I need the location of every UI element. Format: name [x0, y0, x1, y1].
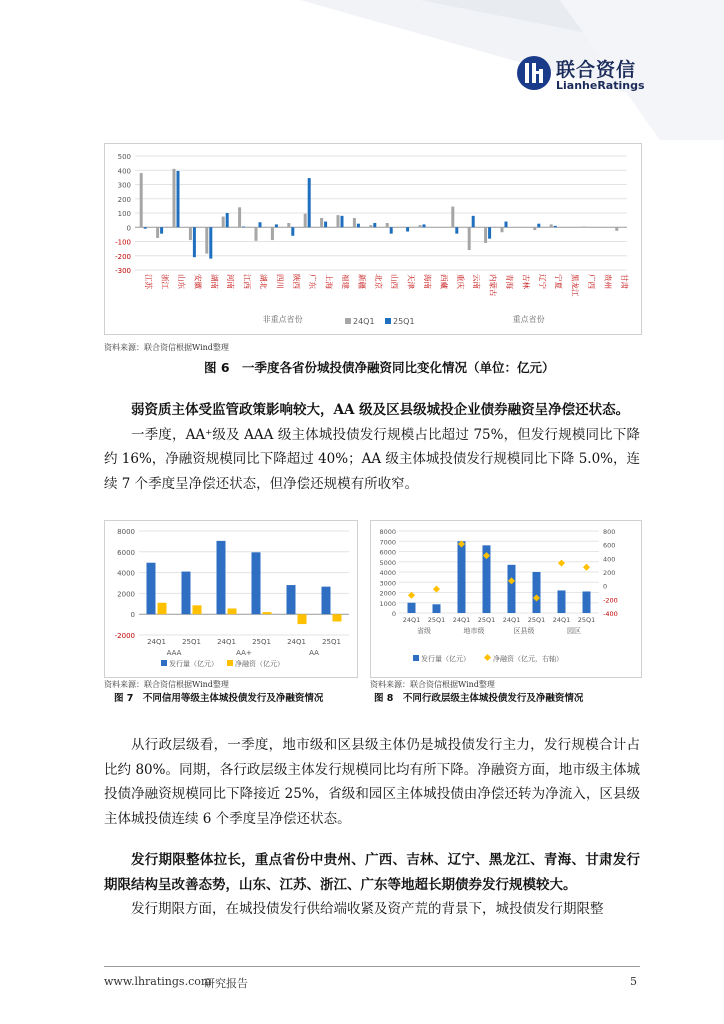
section1-heading: 弱资质主体受监管政策影响较大，AA 级及区县级城投企业债券融资呈净偿还状态。 — [131, 402, 630, 418]
figure7-caption: 图 7 不同信用等级主体城投债发行及净融资情况 — [114, 693, 324, 704]
footer-url[interactable] — [104, 975, 211, 988]
bar-24Q1 — [304, 214, 307, 228]
bar-净融资（亿元） — [158, 603, 167, 614]
y-tick-label: -300 — [115, 267, 131, 275]
y-tick-label-right: 800 — [603, 528, 616, 536]
bar-发行量（亿元） — [287, 585, 296, 614]
figure8-caption: 图 8 不同行政层级主体城投债发行及净融资情况 — [374, 693, 584, 704]
x-tick-label: 江苏 — [144, 274, 154, 289]
bar-25Q1 — [537, 224, 540, 228]
bar-25Q1 — [390, 227, 393, 233]
bar-24Q1 — [189, 227, 192, 240]
bar-24Q1 — [140, 173, 143, 227]
figure8-source: 资料来源：联合资信根据Wind整理 — [370, 680, 495, 689]
x-tick-label: 山西 — [390, 274, 400, 289]
y-tick-label: -100 — [115, 238, 131, 247]
bar-24Q1 — [238, 207, 241, 227]
bar-25Q1 — [423, 224, 426, 227]
legend-label-净融资（亿元）: 净融资（亿元） — [235, 660, 284, 668]
y-tick-label-left: 3000 — [379, 579, 396, 588]
footer-label: 研究报告 — [204, 977, 248, 990]
figure7-source: 资料来源：联合资信根据Wind整理 — [104, 680, 229, 689]
marker-net-financing — [583, 564, 590, 571]
y-tick-label: 100 — [117, 210, 131, 218]
y-tick-label: 6000 — [117, 548, 135, 557]
bar-24Q1 — [222, 217, 225, 228]
bar-24Q1 — [337, 215, 340, 227]
x-tick-label: 24Q1 — [552, 616, 571, 624]
bar-24Q1 — [205, 227, 208, 253]
x-tick-label: 重庆 — [455, 274, 465, 289]
figure8-svg — [371, 521, 641, 677]
figure6-svg — [105, 144, 641, 334]
x-tick-label: 湖北 — [259, 274, 268, 289]
legend-swatch-25Q1 — [385, 318, 391, 324]
bar-24Q1 — [583, 227, 586, 228]
figure6-caption: 图 6 一季度各省份城投债净融资同比变化情况（单位：亿元） — [204, 360, 555, 375]
y-tick-label-right: 200 — [603, 569, 616, 577]
y-tick-label: 0 — [126, 224, 131, 233]
bar-发行量（亿元） — [147, 563, 156, 614]
y-tick-label: 200 — [117, 195, 131, 204]
x-tick-label: 海南 — [423, 274, 432, 289]
bar-issuance — [583, 591, 591, 613]
x-tick-label: 25Q1 — [427, 616, 446, 624]
section2-body: 从行政层级看，一季度，地市级和区县级主体仍是城投债发行主力，发行规模合计占比约 80%。同期，各行政层级主体发行规模同比均有所下降。净融资方面，地市级主体城投债净融资规模同比下降接近 25%，省级和园区主体城投债由净偿还转为净流入，区县级主体城投债连续 6 个季度呈净偿还状态。 — [104, 737, 640, 827]
bar-净融资（亿元） — [263, 612, 272, 614]
section2 — [104, 733, 640, 831]
bar-24Q1 — [353, 218, 356, 227]
bar-24Q1 — [550, 224, 553, 227]
bar-25Q1 — [308, 178, 311, 227]
x-tick-label: 24Q1 — [452, 616, 471, 624]
x-tick-label: 24Q1 — [287, 638, 306, 646]
logo-name: 联合资信 — [556, 59, 637, 81]
y-tick-label-right: 600 — [603, 541, 616, 550]
bar-25Q1 — [177, 171, 180, 227]
section3 — [104, 848, 640, 922]
bar-25Q1 — [324, 222, 327, 228]
bar-25Q1 — [341, 216, 344, 227]
bar-24Q1 — [156, 227, 159, 238]
x-tick-label: 内蒙古 — [488, 274, 498, 297]
bar-24Q1 — [484, 227, 487, 243]
bar-净融资（亿元） — [228, 608, 237, 614]
section3-body: 发行期限方面，在城投债发行供给端收紧及资产荒的背景下，城投债发行期限整 — [131, 901, 604, 917]
x-tick-label: 青海 — [505, 274, 514, 289]
x-tick-label: 24Q1 — [402, 616, 421, 624]
y-tick-label-right: 0 — [603, 582, 608, 591]
y-tick-label-left: 7000 — [379, 538, 396, 547]
legend-label-24Q1: 24Q1 — [353, 317, 375, 326]
page-number: 5 — [630, 975, 637, 988]
bar-发行量（亿元） — [217, 541, 226, 614]
y-tick-label: 4000 — [117, 569, 135, 578]
x-tick-label: 宁夏 — [554, 274, 564, 289]
group-label: 省级 — [417, 627, 431, 635]
bar-24Q1 — [468, 227, 471, 250]
x-tick-label: 天津 — [406, 274, 416, 289]
x-tick-label: 西藏 — [439, 274, 449, 289]
x-tick-label: 25Q1 — [322, 638, 341, 646]
bar-24Q1 — [271, 227, 274, 240]
bar-issuance — [508, 565, 516, 613]
bar-24Q1 — [320, 218, 323, 227]
bar-24Q1 — [287, 223, 290, 227]
x-tick-label: 24Q1 — [217, 638, 236, 646]
bar-25Q1 — [455, 227, 458, 233]
logo-english: LianheRatings — [556, 79, 645, 92]
y-tick-label-left: 5000 — [379, 558, 396, 567]
y-tick-label-left: 0 — [391, 610, 396, 618]
figure7-chart — [104, 520, 358, 678]
marker-net-financing — [433, 586, 440, 593]
footer-url-text[interactable]: www.lhratings.com — [104, 975, 212, 988]
marker-net-financing — [558, 560, 565, 567]
bar-25Q1 — [209, 227, 212, 258]
bar-24Q1 — [501, 227, 504, 232]
legend-label-25Q1: 25Q1 — [393, 317, 415, 326]
bar-24Q1 — [533, 227, 536, 230]
section1 — [104, 398, 640, 496]
x-tick-label: 河南 — [226, 274, 236, 289]
x-tick-label: 广东 — [308, 274, 318, 289]
x-tick-label: 浙江 — [160, 274, 170, 289]
bar-24Q1 — [451, 207, 454, 228]
legend-label-发行量（亿元）: 发行量（亿元） — [169, 660, 218, 668]
bar-24Q1 — [386, 223, 389, 227]
y-tick-label-left: 1000 — [379, 599, 396, 608]
x-tick-label: 福建 — [341, 274, 350, 289]
y-tick-label: 0 — [130, 611, 135, 620]
bar-issuance — [558, 590, 566, 613]
bar-25Q1 — [488, 227, 491, 238]
x-tick-label: 新疆 — [357, 274, 367, 289]
bar-净融资（亿元） — [298, 614, 307, 624]
bar-24Q1 — [615, 227, 618, 231]
logo — [516, 55, 666, 97]
x-tick-label: 陕西 — [291, 274, 301, 289]
x-tick-label: 上海 — [324, 274, 334, 289]
x-tick-label: 辽宁 — [537, 274, 547, 289]
y-tick-label: -2000 — [114, 632, 135, 640]
bar-24Q1 — [369, 225, 372, 227]
x-tick-label: 四川 — [275, 274, 285, 289]
bar-25Q1 — [406, 227, 409, 231]
group-label: 地市级 — [463, 627, 485, 635]
group-label: 区县级 — [513, 627, 535, 635]
bar-发行量（亿元） — [182, 572, 191, 615]
bar-24Q1 — [255, 227, 258, 241]
figure6-chart — [104, 143, 642, 335]
bar-25Q1 — [144, 227, 147, 228]
group-label: AA+ — [236, 649, 252, 657]
bar-24Q1 — [419, 225, 422, 227]
x-tick-label: 黑龙江 — [570, 274, 580, 297]
x-tick-label: 25Q1 — [252, 638, 271, 646]
section3-heading: 发行期限整体拉长，重点省份中贵州、广西、吉林、辽宁、黑龙江、青海、甘肃发行期限结构呈改善态势，山东、江苏、浙江、广东等地超长期债券发行规模较大。 — [104, 852, 640, 893]
figure6-source: 资料来源：联合资信根据Wind整理 — [104, 343, 229, 352]
y-tick-label: 8000 — [117, 528, 135, 536]
bar-25Q1 — [373, 223, 376, 227]
bar-25Q1 — [193, 227, 196, 257]
bar-25Q1 — [226, 213, 229, 227]
x-tick-label: 山东 — [177, 274, 186, 289]
y-tick-label: -200 — [115, 252, 131, 261]
bar-25Q1 — [242, 227, 245, 228]
y-tick-label-right: 400 — [603, 555, 616, 564]
y-tick-label: 500 — [117, 153, 131, 161]
y-tick-label-left: 2000 — [379, 589, 396, 598]
group-label-nonkey: 非重点省份 — [262, 315, 303, 324]
y-tick-label: 300 — [117, 181, 131, 190]
footer-divider — [104, 966, 640, 967]
bar-25Q1 — [160, 227, 163, 233]
x-tick-label: 甘肃 — [619, 274, 629, 289]
y-tick-label: 2000 — [117, 590, 135, 599]
bar-净融资（亿元） — [193, 605, 202, 614]
bar-25Q1 — [357, 224, 360, 228]
legend-swatch-发行量（亿元） — [161, 660, 167, 666]
y-tick-label-left: 6000 — [379, 548, 396, 557]
x-tick-label: 广西 — [587, 274, 596, 289]
y-tick-label-left: 8000 — [379, 528, 396, 536]
bar-净融资（亿元） — [333, 614, 342, 621]
x-tick-label: 24Q1 — [147, 638, 166, 646]
group-label: AAA — [166, 649, 182, 657]
bar-发行量（亿元） — [322, 587, 331, 615]
y-tick-label-left: 4000 — [379, 569, 396, 577]
bar-25Q1 — [275, 224, 278, 227]
legend-swatch-issuance — [413, 655, 419, 661]
bar-25Q1 — [554, 226, 557, 227]
bar-发行量（亿元） — [252, 552, 261, 614]
x-tick-label: 25Q1 — [527, 616, 546, 624]
legend-label-issuance: 发行量（亿元） — [421, 655, 470, 663]
x-tick-label: 北京 — [373, 274, 383, 289]
y-tick-label: 400 — [117, 167, 131, 176]
bar-25Q1 — [472, 216, 475, 227]
y-tick-label-right: -200 — [603, 596, 618, 605]
bar-issuance — [533, 572, 541, 613]
figure8-chart — [370, 520, 642, 678]
x-tick-label: 贵州 — [603, 274, 613, 290]
x-tick-label: 江西 — [242, 274, 252, 289]
bar-issuance — [458, 541, 466, 613]
bar-issuance — [433, 604, 441, 613]
x-tick-label: 25Q1 — [182, 638, 201, 646]
legend-swatch-24Q1 — [345, 318, 351, 324]
bar-issuance — [408, 603, 416, 613]
y-tick-label-right: -400 — [603, 610, 618, 618]
legend-label-net: 净融资（亿元，右轴） — [493, 655, 563, 663]
bar-24Q1 — [173, 169, 176, 227]
x-tick-label: 吉林 — [521, 274, 531, 289]
x-tick-label: 安徽 — [193, 274, 203, 289]
x-tick-label: 24Q1 — [502, 616, 521, 624]
logo-mark-icon — [516, 55, 552, 91]
bar-25Q1 — [505, 222, 508, 228]
x-tick-label: 25Q1 — [577, 616, 596, 624]
figure7-svg — [105, 521, 357, 677]
legend-swatch-net — [484, 654, 491, 661]
legend-swatch-净融资（亿元） — [227, 660, 233, 666]
group-label-key: 重点省份 — [512, 315, 545, 324]
x-tick-label: 湖南 — [209, 274, 219, 289]
group-label: AA — [309, 649, 319, 657]
group-label: 园区 — [567, 627, 581, 635]
x-tick-label: 云南 — [472, 274, 482, 289]
bar-25Q1 — [259, 222, 262, 227]
bar-25Q1 — [291, 227, 294, 236]
x-tick-label: 25Q1 — [477, 616, 496, 624]
section1-body: 一季度，AA⁺级及 AAA 级主体城投债发行规模占比超过 75%，但发行规模同比下降约 16%，净融资规模同比下降超过 40%；AA 级主体城投债发行规模同比下降 5.0%，连续 7 个季度呈净偿还状态，但净偿还规模有所收窄。 — [104, 426, 640, 492]
